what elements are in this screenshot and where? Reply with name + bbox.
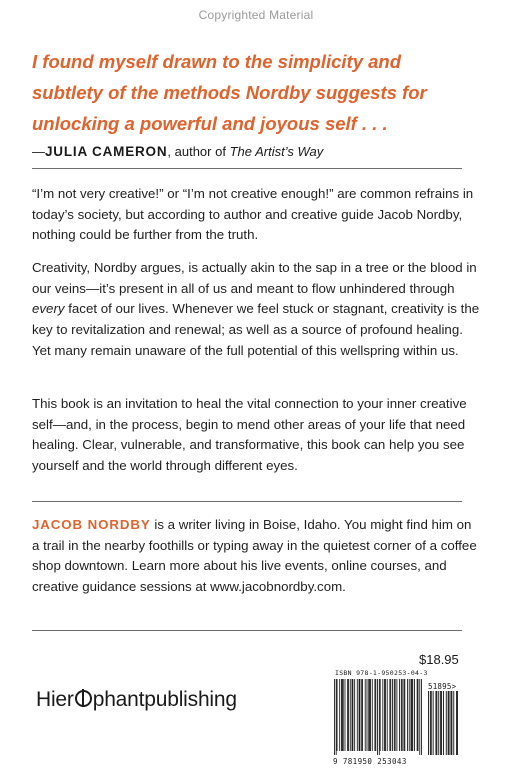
barcode-bar	[417, 679, 418, 751]
paragraph-2-emphasis: every	[32, 301, 65, 317]
price-code-label: 51895>	[428, 682, 457, 691]
barcode-bar	[342, 679, 343, 751]
barcode-bar	[395, 679, 396, 751]
barcode-bar	[392, 679, 393, 751]
barcode-addon-bar	[441, 691, 442, 755]
attribution-middle: , author of	[167, 144, 230, 159]
barcode-addon-bar	[431, 691, 432, 755]
publisher-logo-mark-icon	[75, 690, 92, 707]
barcode-addon-bar	[428, 691, 429, 755]
author-bio-name: JACOB NORDBY	[32, 517, 151, 532]
barcode-bar	[389, 679, 390, 751]
barcode-bar	[419, 679, 420, 755]
barcode-bar	[357, 679, 358, 751]
barcode-bar	[336, 679, 337, 755]
divider-bottom	[32, 630, 462, 631]
barcode-bar	[339, 679, 340, 751]
barcode-bar	[394, 679, 395, 751]
divider-middle	[32, 501, 462, 502]
paragraph-2-text-end: facet of our lives. Whenever we feel stuck or stagnant, creativity is the key to revitalization and renewal; as well as a source of profound healing. Yet many remain unaware of the full potential of this wellspring within us.	[32, 301, 480, 358]
barcode-addon-bar	[456, 691, 457, 755]
isbn-barcode-block	[330, 669, 462, 765]
quote-attribution	[32, 144, 482, 159]
barcode-bar	[401, 679, 402, 751]
barcode-bar	[409, 679, 410, 751]
barcode-bar	[374, 679, 375, 751]
barcode-bar	[360, 679, 361, 751]
barcode-addon-bar	[440, 691, 441, 755]
barcode-bar	[359, 679, 360, 751]
barcode-number: 9 781950 253043	[333, 757, 407, 766]
description-paragraph-1: “I’m not very creative!” or “I’m not creative enough!” are common refrains in today’s society, but according to author and creative guide Jacob Nordby, nothing could be further from the truth.	[32, 186, 474, 243]
barcode-bar	[369, 679, 370, 751]
barcode-bar	[380, 679, 381, 751]
publisher-logo	[36, 688, 237, 712]
barcode-bar	[347, 679, 348, 751]
barcode-addon-bar	[451, 691, 452, 755]
barcode-addon-bar	[453, 691, 454, 755]
barcode-bar	[402, 679, 403, 751]
barcode-bar	[404, 679, 405, 751]
barcode-bar	[367, 679, 368, 751]
barcode-bar	[379, 679, 380, 755]
quote-line-2: subtlety of the methods Nordby suggests for	[32, 82, 427, 103]
barcode-addon-bar	[443, 691, 444, 755]
publisher-logo-part-3: publishing	[144, 688, 237, 711]
barcode-bar	[382, 679, 383, 751]
barcode-addon-bar	[433, 691, 434, 755]
copyright-watermark: Copyrighted Material	[198, 8, 314, 22]
author-bio	[32, 515, 482, 598]
barcode-bar	[377, 679, 378, 755]
barcode-bar	[407, 679, 408, 751]
barcode-addon-bar	[436, 691, 437, 755]
attribution-book-title: The Artist’s Way	[229, 144, 324, 159]
barcode-addon-bar	[446, 691, 447, 755]
description-paragraph-2	[32, 258, 482, 362]
barcode-bar	[352, 679, 353, 751]
barcode-bar	[404, 679, 405, 751]
barcode-addon-bar	[449, 691, 450, 755]
barcode-bar	[348, 679, 349, 751]
barcode-bar	[372, 679, 373, 751]
barcode-bar	[361, 679, 362, 751]
barcode-bar	[341, 679, 342, 751]
divider-top	[32, 168, 462, 169]
barcode-bar	[365, 679, 366, 751]
barcode-addon-bar	[457, 691, 458, 755]
barcode-bar	[370, 679, 371, 751]
barcode-bar	[384, 679, 385, 751]
barcode-bar	[418, 679, 419, 751]
barcode-bar	[414, 679, 415, 751]
barcode-bar	[368, 679, 369, 751]
author-bio-text: is a writer living in Boise, Idaho. You might find him on a trail in the nearby foothills or typing away in the quietest corner of a coffee shop downtown. Learn more about his live events, online courses, and creative guidance sessions at www.jacobnordby.com.	[32, 517, 477, 595]
description-paragraph-3: This book is an invitation to heal the vital connection to your inner creative self—and, in the process, begin to mend other areas of your life that need healing. Clear, vulnerable, and transformative, this book can help you see yourself and the world through different eyes.	[32, 396, 467, 474]
barcode-addon-bar	[436, 691, 437, 755]
barcode-bar	[350, 679, 351, 751]
barcode-bar	[411, 679, 412, 751]
price-label: $18.95	[419, 652, 459, 667]
paragraph-2-text-start: Creativity, Nordby argues, is actually akin to the sap in a tree or the blood in our veins—it’s present in all of us and meant to flow unhindered through	[32, 260, 477, 296]
endorsement-quote	[32, 46, 482, 139]
barcode-addon-bar	[451, 691, 452, 755]
barcode-bar	[354, 679, 355, 751]
barcode-bar	[337, 679, 338, 751]
barcode-addon-bar	[438, 691, 439, 755]
barcode-bar	[387, 679, 388, 751]
barcode-addon-bar	[448, 691, 449, 755]
barcode-bar	[412, 679, 413, 751]
barcode-bar	[399, 679, 400, 751]
barcode-bar	[411, 679, 412, 751]
attribution-dash: —	[32, 144, 45, 159]
isbn-label: ISBN 978-1-950253-04-3	[335, 669, 428, 677]
barcode-bar	[345, 679, 346, 751]
barcode-bar	[362, 679, 363, 751]
attribution-name: JULIA CAMERON	[45, 144, 168, 159]
quote-line-3: unlocking a powerful and joyous self . . .	[32, 113, 388, 134]
publisher-logo-part-2: phant	[92, 688, 145, 711]
quote-line-1: I found myself drawn to the simplicity and	[32, 51, 402, 72]
barcode-bar	[390, 679, 391, 751]
barcode-bar	[334, 679, 335, 755]
barcode-bar	[396, 679, 397, 751]
barcode-bar	[375, 679, 376, 751]
publisher-logo-part-1: Hier	[36, 688, 74, 711]
barcode-bar	[421, 679, 422, 755]
barcode-bar	[385, 679, 386, 751]
barcode-addon-bar	[430, 691, 431, 755]
barcode-bar	[352, 679, 353, 751]
barcode-graphic-icon	[334, 679, 460, 757]
barcode-bar	[343, 679, 344, 751]
